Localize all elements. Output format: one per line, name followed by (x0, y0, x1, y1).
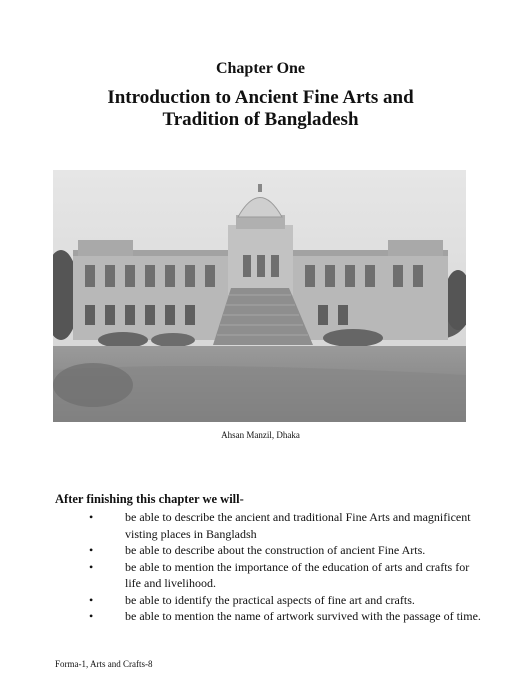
chapter-label: Chapter One (215, 60, 306, 77)
bullet-icon: • (89, 592, 94, 607)
chapter-title-line-2: Tradition of Bangladesh (162, 109, 359, 130)
page-footer: Forma-1, Arts and Crafts-8 (55, 659, 153, 669)
list-item: • be able to identify the practical aspects of fine art and crafts. (89, 592, 415, 607)
list-item: • be able to mention the name of artwork survived with the passage of time. (89, 609, 481, 623)
chapter-title (60, 87, 461, 131)
chapter-title-line-1: Introduction to Ancient Fine Arts and (107, 87, 414, 108)
bullet-icon: • (89, 559, 94, 574)
ahsan-manzil-photo (53, 170, 466, 422)
bullet-icon: • (89, 609, 94, 623)
objectives-heading: After finishing this chapter we will- (55, 492, 244, 506)
list-item: • be able to describe about the construction of ancient Fine Arts. (89, 543, 426, 557)
bullet-icon: • (89, 543, 94, 557)
list-item: • be able to describe the ancient and traditional Fine Arts and magnificent visting places in Bangladsh (89, 510, 471, 541)
bullet-icon: • (89, 510, 94, 524)
list-item: • be able to mention the importance of the education of arts and crafts for life and livelihood. (89, 559, 470, 590)
objectives-list (55, 509, 485, 625)
photo-caption: Ahsan Manzil, Dhaka (221, 430, 300, 440)
